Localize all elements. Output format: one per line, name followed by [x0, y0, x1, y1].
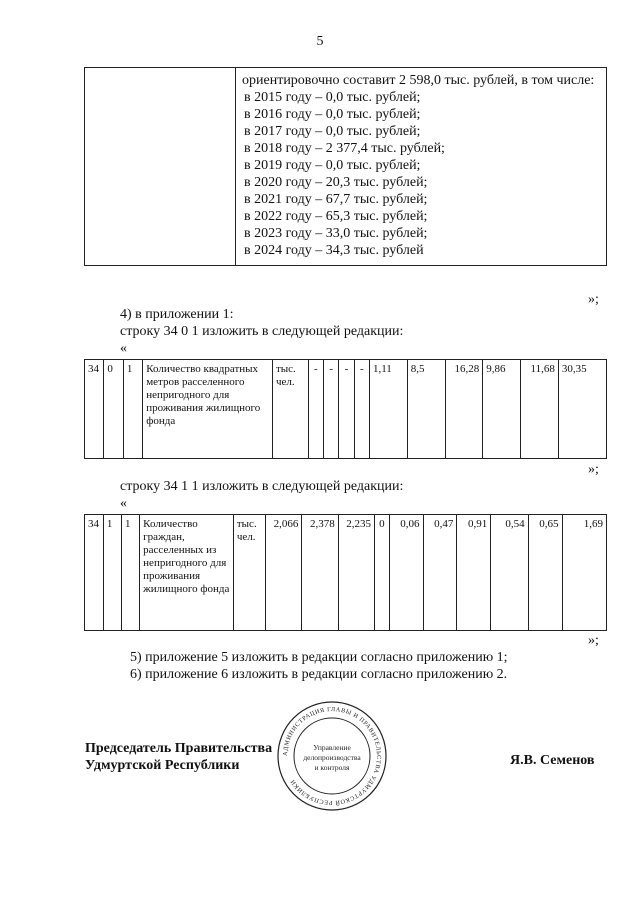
table-cell: 16,28 [445, 360, 483, 459]
table-cell: 11,68 [521, 360, 559, 459]
table-cell: 8,5 [407, 360, 445, 459]
page-number: 5 [316, 34, 324, 49]
funding-year-line: в 2024 году – 34,3 тыс. рублей [244, 243, 424, 258]
row-34-0-1-table [84, 359, 607, 459]
signatory-title-line-2: Удмуртской Республики [85, 758, 240, 773]
funding-year-line: в 2017 году – 0,0 тыс. рублей; [244, 124, 421, 139]
table-cell: 2,066 [266, 515, 302, 631]
funding-year-line: в 2021 году – 67,7 тыс. рублей; [244, 192, 428, 207]
funding-table [84, 67, 607, 266]
funding-year-line: в 2015 году – 0,0 тыс. рублей; [244, 90, 421, 105]
funding-year-line: в 2016 году – 0,0 тыс. рублей; [244, 107, 421, 122]
close-quote: »; [588, 633, 599, 648]
seal-ring-text: АДМИНИСТРАЦИЯ ГЛАВЫ И ПРАВИТЕЛЬСТВА УДМУРТСКОЙ РЕСПУБЛИКИ [281, 705, 383, 807]
table-cell: 1 [122, 515, 140, 631]
table-cell: 1 [123, 360, 142, 459]
open-quote: « [120, 496, 127, 511]
table-cell: 0 [375, 515, 390, 631]
row-34-1-1-table [84, 514, 607, 631]
table-cell: 2,378 [302, 515, 338, 631]
table-cell: 1,11 [369, 360, 407, 459]
table-cell: 34 [85, 360, 104, 459]
table-cell: 0,65 [528, 515, 562, 631]
funding-year-line: в 2022 году – 65,3 тыс. рублей; [244, 209, 428, 224]
table-cell: 0,54 [491, 515, 528, 631]
funding-year-line: в 2023 году – 33,0 тыс. рублей; [244, 226, 428, 241]
funding-year-line: в 2018 году – 2 377,4 тыс. рублей; [244, 141, 445, 156]
table-cell: 9,86 [483, 360, 521, 459]
table-cell: - [354, 360, 369, 459]
official-seal [276, 700, 388, 812]
open-quote: « [120, 341, 127, 356]
funding-table-content-cell [236, 68, 607, 266]
funding-intro: ориентировочно составит 2 598,0 тыс. рублей, в том числе: [242, 73, 595, 88]
indicator-name-cell: Количество квадратных метров расселенного непригодного для проживания жилищного фонда [143, 360, 273, 459]
table-cell: 2,235 [338, 515, 374, 631]
table-cell: - [339, 360, 354, 459]
table-cell: 0,91 [457, 515, 491, 631]
row1-caption: строку 34 0 1 изложить в следующей редакции: [120, 324, 404, 339]
table-cell: - [308, 360, 323, 459]
table-cell: 0 [104, 360, 123, 459]
indicator-name-cell: Количество граждан, расселенных из непригодного для проживания жилищного фонда [140, 515, 234, 631]
item-4: 4) в приложении 1: [120, 307, 234, 322]
table-cell: 30,35 [558, 360, 606, 459]
table-cell: - [324, 360, 339, 459]
table-cell: 34 [85, 515, 104, 631]
item-5: 5) приложение 5 изложить в редакции согласно приложению 1; [130, 650, 508, 665]
seal-center-line-3: и контроля [314, 763, 350, 772]
close-quote: »; [588, 462, 599, 477]
table-cell: 0,47 [423, 515, 457, 631]
table-cell: 1,69 [562, 515, 606, 631]
item-6: 6) приложение 6 изложить в редакции согласно приложению 2. [130, 667, 508, 682]
close-quote: »; [588, 292, 599, 307]
table-cell: 1 [103, 515, 121, 631]
funding-year-line: в 2020 году – 20,3 тыс. рублей; [244, 175, 428, 190]
seal-center-line-1: Управление [313, 743, 351, 752]
unit-cell: тыс. чел. [233, 515, 265, 631]
seal-graphic [276, 700, 388, 812]
table-cell: 0,06 [389, 515, 423, 631]
signatory-name: Я.В. Семенов [510, 753, 595, 768]
funding-year-line: в 2019 году – 0,0 тыс. рублей; [244, 158, 421, 173]
seal-center-line-2: делопроизводства [303, 753, 361, 762]
unit-cell: тыс. чел. [272, 360, 308, 459]
row2-caption: строку 34 1 1 изложить в следующей редакции: [120, 479, 404, 494]
funding-table-label-cell [85, 68, 236, 266]
signatory-title-line-1: Председатель Правительства [85, 741, 273, 756]
